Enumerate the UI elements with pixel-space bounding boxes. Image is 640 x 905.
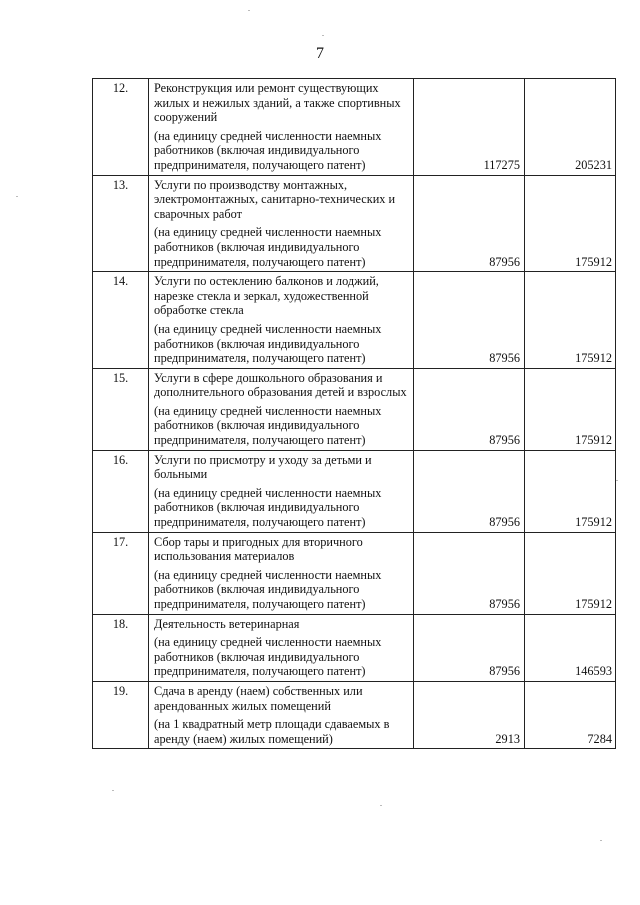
row-note: (на единицу средней численности наемных работников (включая индивидуального предпринимателя, получающего патент)	[154, 567, 382, 611]
row-description	[149, 614, 414, 681]
table-row	[93, 272, 616, 369]
row-title: Услуги по производству монтажных, электромонтажных, санитарно-технических и сварочных работ	[154, 177, 396, 221]
row-note: (на единицу средней численности наемных работников (включая индивидуального предпринимателя, получающего патент)	[154, 321, 382, 366]
table-row	[93, 368, 616, 450]
row-title: Сдача в аренду (наем) собственных или арендованных жилых помещений	[154, 683, 363, 713]
row-note: (на единицу средней численности наемных работников (включая индивидуального предпринимателя, получающего патент)	[154, 635, 382, 679]
row-value-1: 117275	[414, 79, 525, 176]
row-value-2: 175912	[525, 175, 616, 272]
table-row	[93, 79, 616, 176]
table-row	[93, 532, 616, 614]
scan-speck	[16, 196, 18, 197]
row-description	[149, 681, 414, 748]
row-value-2: 205231	[525, 79, 616, 176]
scan-speck	[248, 10, 250, 11]
row-number: 13.	[93, 175, 149, 272]
row-note: (на единицу средней численности наемных работников (включая индивидуального предпринимателя, получающего патент)	[154, 485, 382, 530]
row-value-2: 146593	[525, 614, 616, 681]
row-title: Деятельность ветеринарная	[154, 616, 300, 631]
row-description	[149, 79, 414, 176]
row-value-2: 175912	[525, 450, 616, 532]
scan-speck	[322, 35, 324, 36]
row-title: Услуги в сфере дошкольного образования и дополнительного образования детей и взрослых	[154, 370, 407, 400]
row-number: 17.	[93, 532, 149, 614]
row-value-1: 87956	[414, 450, 525, 532]
scan-speck	[616, 480, 618, 481]
table-row	[93, 175, 616, 272]
row-note: (на единицу средней численности наемных работников (включая индивидуального предпринимателя, получающего патент)	[154, 403, 382, 448]
row-title: Услуги по остеклению балконов и лоджий, нарезке стекла и зеркал, художественной обработке стекла	[154, 274, 379, 318]
row-value-2: 175912	[525, 272, 616, 369]
scan-speck	[380, 805, 382, 806]
row-number: 15.	[93, 368, 149, 450]
scan-speck	[112, 790, 114, 791]
row-title: Реконструкция или ремонт существующих жилых и нежилых зданий, а также спортивных сооружений	[154, 81, 401, 125]
row-number: 19.	[93, 681, 149, 748]
row-value-2: 175912	[525, 368, 616, 450]
row-description	[149, 175, 414, 272]
page-number: 7	[316, 45, 324, 62]
tariff-table	[92, 78, 616, 749]
table-row	[93, 614, 616, 681]
row-value-1: 2913	[414, 681, 525, 748]
row-description	[149, 450, 414, 532]
row-description	[149, 272, 414, 369]
row-title: Сбор тары и пригодных для вторичного использования материалов	[154, 534, 363, 564]
row-note: (на 1 квадратный метр площади сдаваемых в аренду (наем) жилых помещений)	[154, 717, 390, 746]
row-value-1: 87956	[414, 532, 525, 614]
row-title: Услуги по присмотру и уходу за детьми и больными	[154, 452, 372, 482]
row-value-1: 87956	[414, 175, 525, 272]
row-number: 12.	[93, 79, 149, 176]
row-note: (на единицу средней численности наемных работников (включая индивидуального предпринимателя, получающего патент)	[154, 128, 382, 172]
row-value-1: 87956	[414, 272, 525, 369]
row-number: 18.	[93, 614, 149, 681]
row-description	[149, 532, 414, 614]
row-note: (на единицу средней численности наемных работников (включая индивидуального предпринимателя, получающего патент)	[154, 225, 382, 269]
row-value-1: 87956	[414, 368, 525, 450]
row-value-1: 87956	[414, 614, 525, 681]
row-number: 14.	[93, 272, 149, 369]
row-value-2: 7284	[525, 681, 616, 748]
row-value-2: 175912	[525, 532, 616, 614]
scan-speck	[600, 840, 602, 841]
table-row	[93, 681, 616, 748]
row-number: 16.	[93, 450, 149, 532]
table-row	[93, 450, 616, 532]
row-description	[149, 368, 414, 450]
